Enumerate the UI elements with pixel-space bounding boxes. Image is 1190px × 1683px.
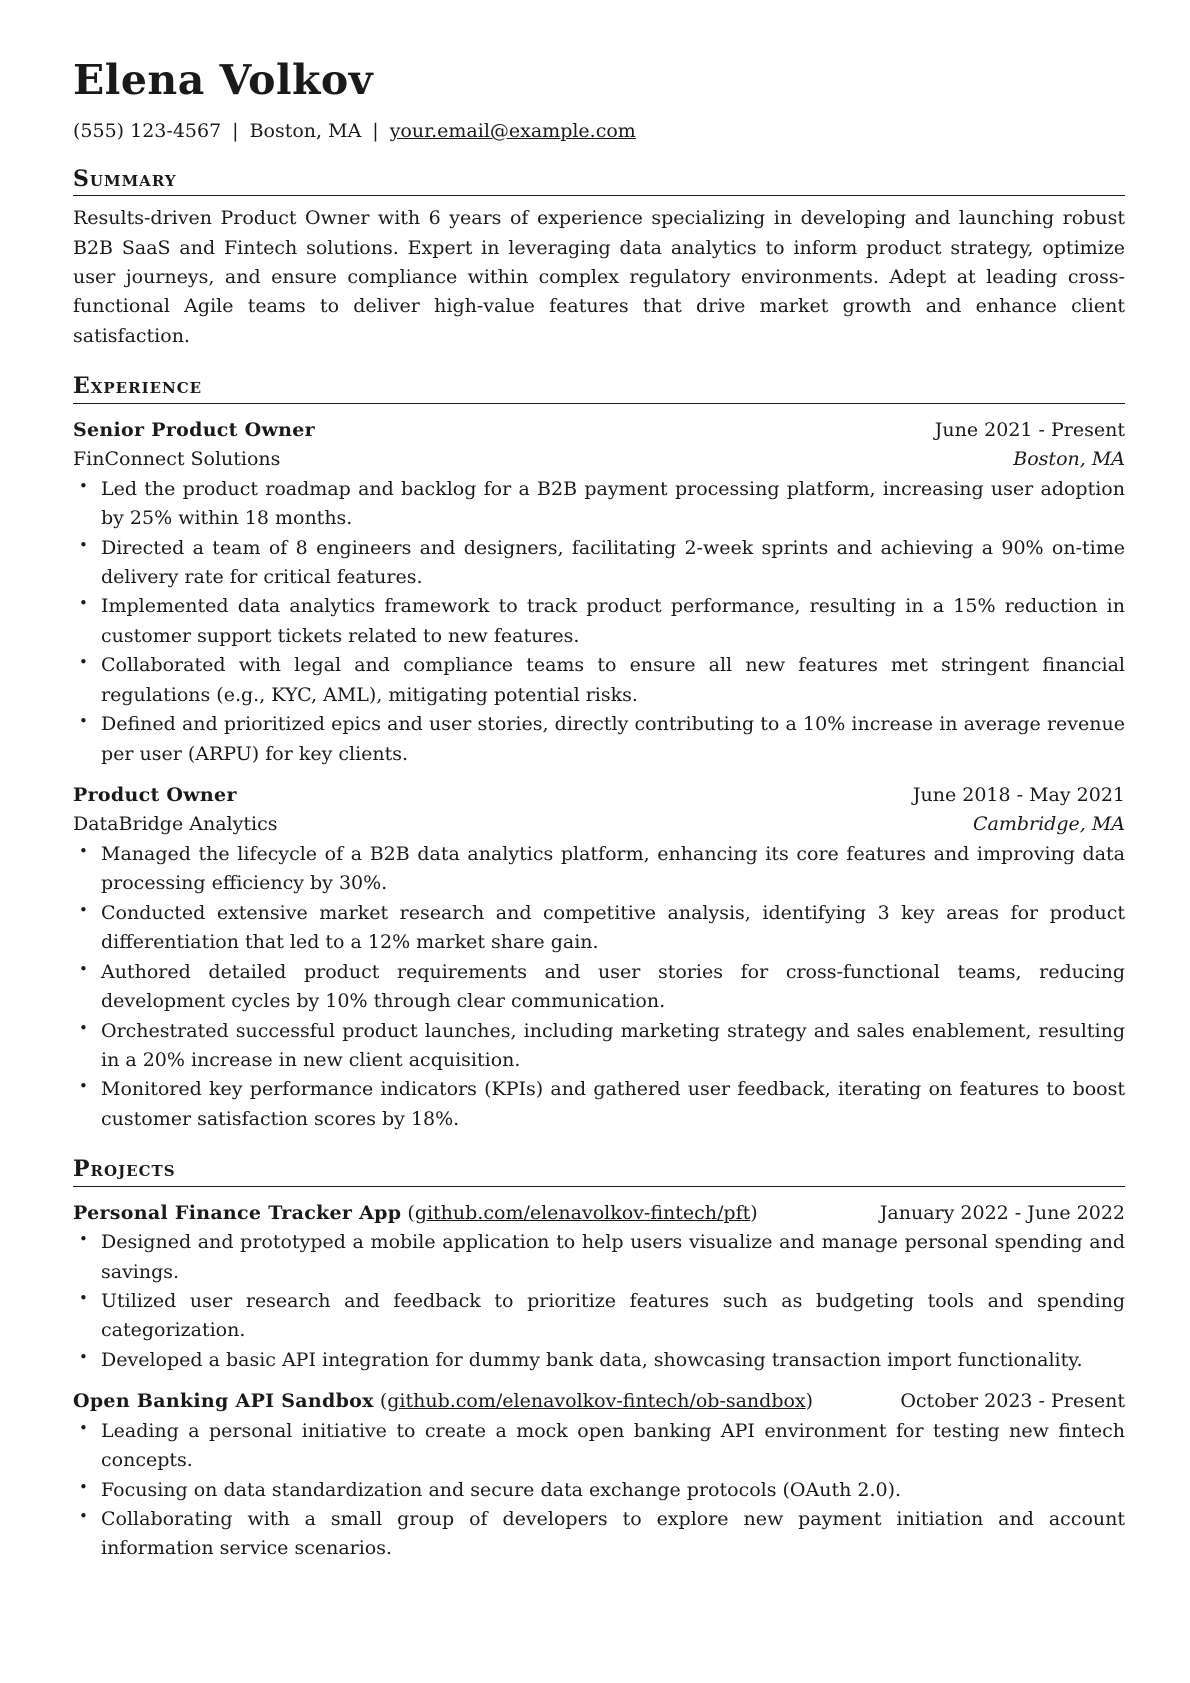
bullet-item [73,475,1125,534]
bullet-icon: • [79,900,88,919]
bullet-text: Managed the lifecycle of a B2B data analytics platform, enhancing its core features and improving data processing efficiency by 30%. [101,842,1125,895]
separator: | [232,120,239,143]
bullet-icon: • [79,1477,88,1496]
project-dates: January 2022 - June 2022 [879,1201,1125,1224]
project-link[interactable]: github.com/elenavolkov-fintech/ob-sandbox [387,1390,806,1413]
bullet-text: Collaborated with legal and compliance teams to ensure all new features met stringent financial regulations (e.g., KYC, AML), mitigating potential risks. [101,654,1125,706]
bullet-text: Directed a team of 8 engineers and designers, facilitating 2-week sprints and achieving a 90% on-time delivery rate for critical features. [101,536,1125,588]
project-link[interactable]: github.com/elenavolkov-fintech/pft [414,1201,751,1224]
project-title-line: Open Banking API Sandbox (github.com/elenavolkov-fintech/ob-sandbox) [73,1390,814,1413]
bullet-item [73,840,1125,899]
bullet-item [73,1505,1125,1564]
bullet-text: Designed and prototyped a mobile application to help users visualize and manage personal spending and savings. [101,1231,1125,1283]
bullet-icon: • [79,1507,88,1526]
project-dates: October 2023 - Present [900,1390,1125,1413]
bullet-text: Authored detailed product requirements and user stories for cross-functional teams, reducing development cycles by 10% through clear communication. [101,960,1125,1013]
job-entry [73,781,1125,1134]
bullet-text: Conducted extensive market research and competitive analysis, identifying 3 key areas for product differentiation that led to a 12% market share gain. [101,901,1125,954]
project-bullets [73,1417,1125,1564]
section-heading-projects: Projects [73,1156,1125,1186]
job-dates: June 2021 - Present [934,418,1125,441]
bullet-item [73,592,1125,651]
project-title-line: Personal Finance Tracker App (github.com/elenavolkov-fintech/pft) [73,1201,758,1224]
bullet-text: Defined and prioritized epics and user stories, directly contributing to a 10% increase in average revenue per user (ARPU) for key clients. [101,713,1125,765]
phone-number: (555) 123-4567 [73,120,222,143]
bullet-icon: • [79,1018,88,1037]
bullet-item [73,899,1125,958]
bullet-item [73,1287,1125,1346]
separator: | [372,120,379,143]
bullet-icon: • [79,1230,88,1249]
job-dates: June 2018 - May 2021 [912,784,1125,806]
bullet-item [73,710,1125,769]
email-link[interactable]: your.email@example.com [389,120,636,143]
project-entry [73,1199,1125,1376]
job-subheader [73,445,1125,474]
project-entry [73,1387,1125,1564]
bullet-text: Implemented data analytics framework to track product performance, resulting in a 15% reduction in customer support tickets related to new features. [101,595,1125,647]
bullet-item [73,958,1125,1017]
company-name: FinConnect Solutions [73,448,281,471]
bullet-text: Collaborating with a small group of developers to explore new payment initiation and account information service scenarios. [101,1508,1125,1560]
job-header [73,416,1125,445]
section-heading-summary: Summary [73,166,1125,196]
project-name: Personal Finance Tracker App [73,1201,402,1224]
job-title: Senior Product Owner [73,418,315,441]
experience-section [73,373,1125,1134]
projects-section [73,1156,1125,1564]
job-location: Boston, MA [1013,448,1125,471]
job-header [73,781,1125,810]
bullet-icon: • [79,1288,88,1307]
bullet-icon: • [79,653,88,672]
bullet-item [73,1417,1125,1476]
bullet-text: Orchestrated successful product launches, including marketing strategy and sales enablement, resulting in a 20% increase in new client acquisition. [101,1019,1125,1071]
section-heading-experience: Experience [73,373,1125,403]
bullet-item [73,1017,1125,1076]
bullet-icon: • [79,1077,88,1096]
bullet-text: Focusing on data standardization and secure data exchange protocols (OAuth 2.0). [101,1478,902,1501]
project-name: Open Banking API Sandbox [73,1390,374,1413]
bullet-item [73,1075,1125,1134]
bullet-icon: • [79,712,88,731]
job-bullets [73,475,1125,769]
candidate-name: Elena Volkov [73,56,374,104]
contact-line [73,119,1125,144]
bullet-icon: • [79,959,88,978]
job-title: Product Owner [73,784,237,806]
resume-page [73,58,1125,1564]
bullet-item [73,534,1125,593]
bullet-text: Leading a personal initiative to create a mock open banking API environment for testing new fintech concepts. [101,1419,1125,1472]
company-name: DataBridge Analytics [73,813,278,836]
bullet-item [73,1476,1125,1505]
bullet-text: Led the product roadmap and backlog for a B2B payment processing platform, increasing user adoption by 25% within 18 months. [101,477,1125,530]
bullet-icon: • [79,1347,88,1366]
bullet-item [73,1228,1125,1287]
bullet-item [73,651,1125,710]
job-subheader [73,810,1125,839]
job-bullets [73,840,1125,1134]
bullet-icon: • [79,594,88,613]
bullet-text: Monitored key performance indicators (KPIs) and gathered user feedback, iterating on features to boost customer satisfaction scores by 18%. [101,1078,1125,1130]
bullet-item [73,1346,1125,1375]
project-header [73,1199,1125,1228]
bullet-icon: • [79,841,88,860]
project-header [73,1387,1125,1416]
summary-text: Results-driven Product Owner with 6 years of experience specializing in developing and launching robust B2B SaaS and Fintech solutions. Expert in leveraging data analytics to inform product strategy, optimize user journeys, and ensure compliance within complex regulatory environments. Adept at leading cross-functional Agile teams to deliver high-value features that drive market growth and enhance client satisfaction. [73,207,1125,347]
bullet-icon: • [79,476,88,495]
job-entry [73,416,1125,769]
bullet-text: Developed a basic API integration for dummy bank data, showcasing transaction import functionality. [101,1348,1083,1371]
location: Boston, MA [249,120,362,143]
project-bullets [73,1228,1125,1375]
bullet-text: Utilized user research and feedback to prioritize features such as budgeting tools and spending categorization. [101,1289,1125,1342]
bullet-icon: • [79,1418,88,1437]
summary-section [73,166,1125,352]
bullet-icon: • [79,535,88,554]
job-location: Cambridge, MA [972,813,1125,836]
